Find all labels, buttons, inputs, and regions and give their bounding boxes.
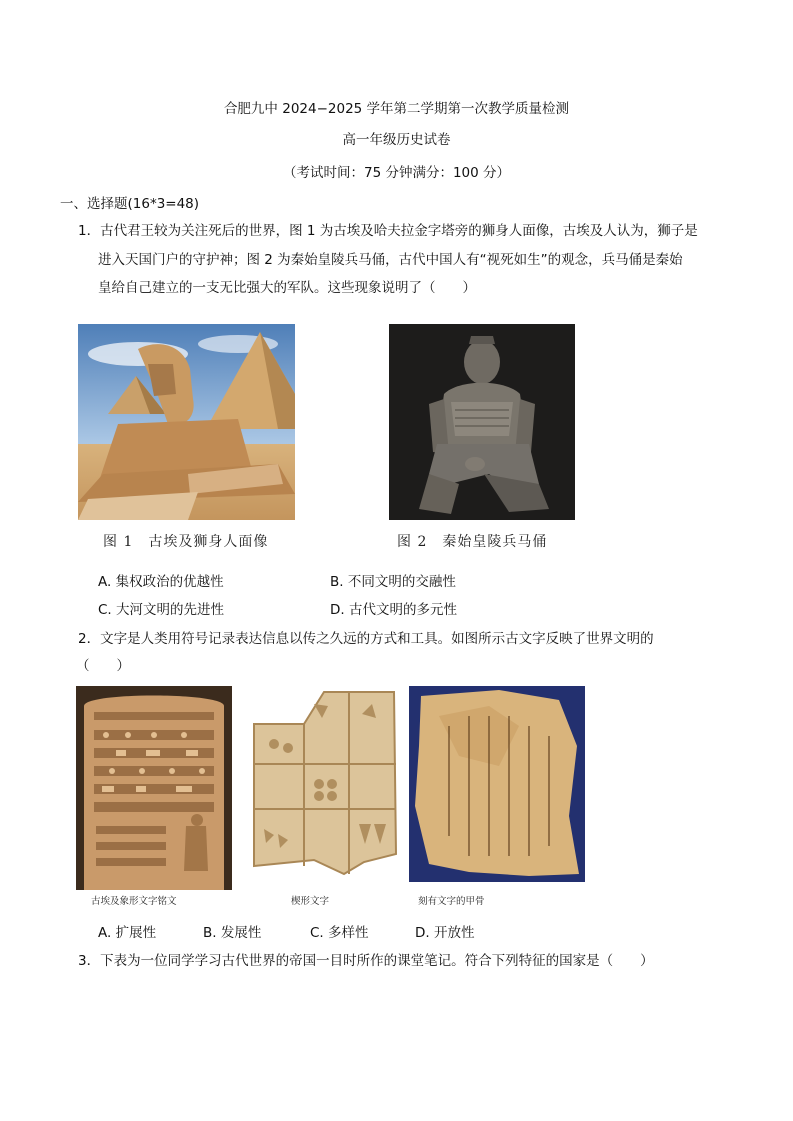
terracotta-warrior-photo [389, 324, 575, 520]
q2-line-1: 2．文字是人类用符号记录表达信息以传之久远的方式和工具。如图所示古文字反映了世界文明的 [78, 631, 654, 647]
q1-option-d: D. 古代文明的多元性 [330, 602, 457, 618]
q1-line-3: 皇给自己建立的一支无比强大的军队。这些现象说明了（ ） [98, 280, 476, 296]
q1-option-c: C. 大河文明的先进性 [98, 602, 225, 618]
exam-info: （考试时间：75 分钟满分：100 分） [282, 165, 511, 181]
section-heading: 一、选择题(16*3=48) [60, 196, 200, 212]
q1-option-b: B. 不同文明的交融性 [330, 574, 456, 590]
figure-1-caption: 图 1 古埃及狮身人面像 [103, 534, 269, 550]
oracle-bone-caption: 刻有文字的甲骨 [418, 896, 485, 907]
figure-2-caption: 图 2 秦始皇陵兵马俑 [397, 534, 548, 550]
q2-option-a: A. 扩展性 [98, 925, 157, 941]
exam-subtitle: 高一年级历史试卷 [342, 132, 451, 148]
q1-option-a: A. 集权政治的优越性 [98, 574, 224, 590]
q1-line-2: 进入天国门户的守护神；图 2 为秦始皇陵兵马俑，古代中国人有“视死如生”的观念，兵马俑是秦始 [98, 252, 683, 268]
q2-option-c: C. 多样性 [310, 925, 369, 941]
hieroglyph-stele-photo [76, 686, 232, 890]
q1-line-1: 1．古代君王较为关注死后的世界，图 1 为古埃及哈夫拉金字塔旁的狮身人面像，古埃及人认为，狮子是 [78, 223, 698, 239]
hieroglyph-caption: 古埃及象形文字铭文 [91, 896, 177, 907]
sphinx-photo [78, 324, 295, 520]
exam-title: 合肥九中 2024−2025 学年第二学期第一次教学质量检测 [223, 101, 570, 117]
oracle-bone-photo [409, 686, 585, 882]
q2-line-2: （ ） [76, 658, 130, 674]
cuneiform-tablet-photo [244, 684, 404, 884]
q2-option-b: B. 发展性 [203, 925, 262, 941]
q2-option-d: D. 开放性 [415, 925, 475, 941]
cuneiform-caption: 楔形文字 [291, 896, 330, 907]
q3-line-1: 3．下表为一位同学学习古代世界的帝国一目时所作的课堂笔记。符合下列特征的国家是（ ） [78, 953, 654, 969]
